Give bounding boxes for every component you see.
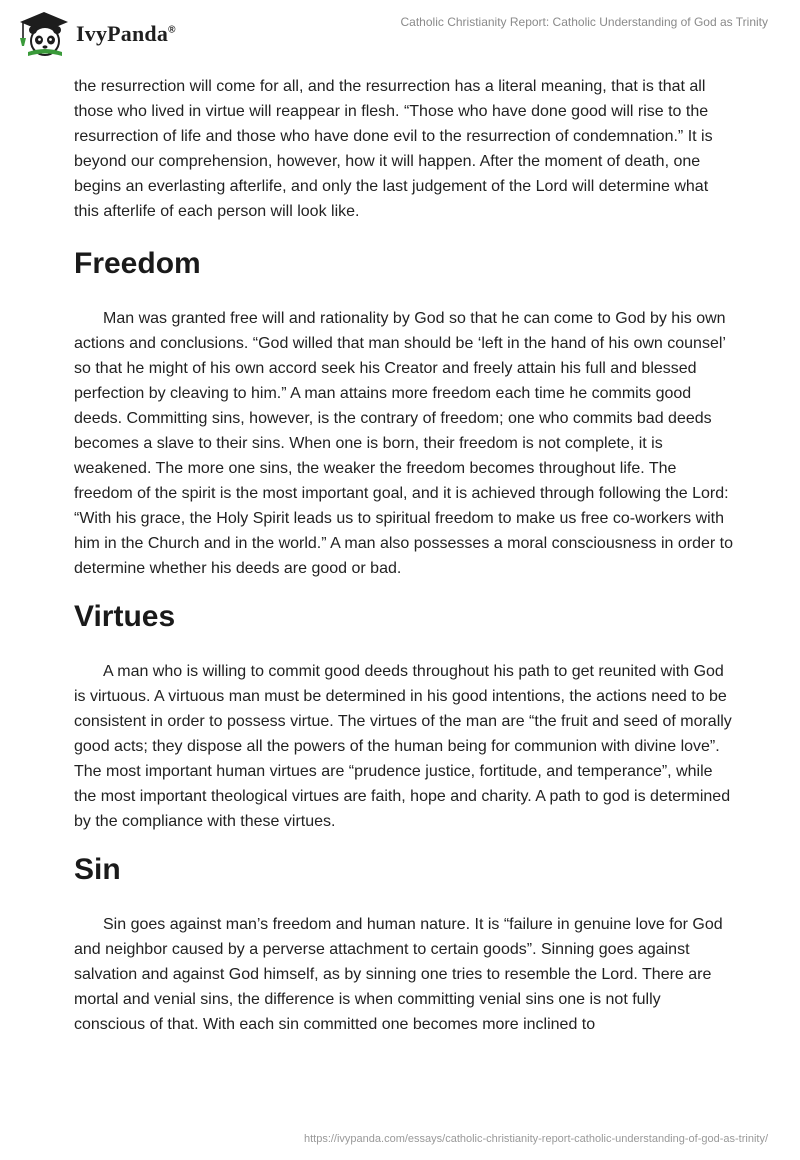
section-heading-virtues: Virtues	[74, 600, 176, 633]
section-text-virtues: A man who is willing to commit good deeds throughout his path to get reunited with God is virtuous. A virtuous man must be determined in his good intentions, the actions need to be consistent in order to possess virtue. The virtues of the man are “the fruit and seed of morally good acts; they dispose all the powers of the human being for communion with divine love”. The most important human virtues are “prudence justice, fortitude, and temperance”, while the most important theological virtues are faith, hope and charity. A path to god is determined by the compliance with these virtues.	[74, 663, 732, 830]
intro-paragraph: the resurrection will come for all, and the resurrection has a literal meaning, that is that all those who lived in virtue will reappear in flesh. “Those who have done good will rise to the resurrection of life and those who have done evil to the resurrection of condemnation.” It is beyond our comprehension, however, how it will happen. After the moment of death, one begins an everlasting afterlife, and only the last judgement of the Lord will determine what this afterlife of each person will look like.	[74, 78, 713, 220]
page-header	[0, 0, 800, 60]
source-url[interactable]: https://ivypanda.com/essays/catholic-christianity-report-catholic-understanding-of-god-as-trinity/	[303, 1133, 768, 1145]
panda-graduate-icon	[14, 8, 72, 58]
section-heading-sin: Sin	[74, 853, 121, 886]
brand-name: IvyPanda®	[76, 21, 176, 46]
ivypanda-logo[interactable]	[14, 8, 176, 58]
section-heading-freedom: Freedom	[74, 247, 201, 280]
section-text-sin: Sin goes against man’s freedom and human nature. It is “failure in genuine love for God and neighbor caused by a perverse attachment to certain goods”. Sinning goes against salvation and against God himself, as by sinning one tries to resemble the Lord. There are mortal and venial sins, the difference is when committing venial sins one is not fully conscious of that. With each sin committed one becomes more inclined to	[74, 916, 723, 1033]
document-title: Catholic Christianity Report: Catholic Understanding of God as Trinity	[400, 15, 768, 29]
essay-content	[74, 74, 734, 1037]
section-text-freedom: Man was granted free will and rationality by God so that he can come to God by his own actions and conclusions. “God willed that man should be ‘left in the hand of his own counsel’ so that he might of his own accord seek his Creator and freely attain his full and blessed perfection by cleaving to him.” A man attains more freedom each time he commits good deeds. Committing sins, however, is the contrary of freedom; one who commits bad deeds becomes a slave to their sins. When one is born, their freedom is not complete, it is weakened. The more one sins, the weaker the freedom becomes throughout life. The freedom of the spirit is the most important goal, and it is achieved through following the Lord: “With his grace, the Holy Spirit leads us to spiritual freedom to make us free co-workers with him in the Church and in the world.” A man also possesses a moral consciousness in order to determine whether his deeds are good or bad.	[74, 310, 733, 577]
